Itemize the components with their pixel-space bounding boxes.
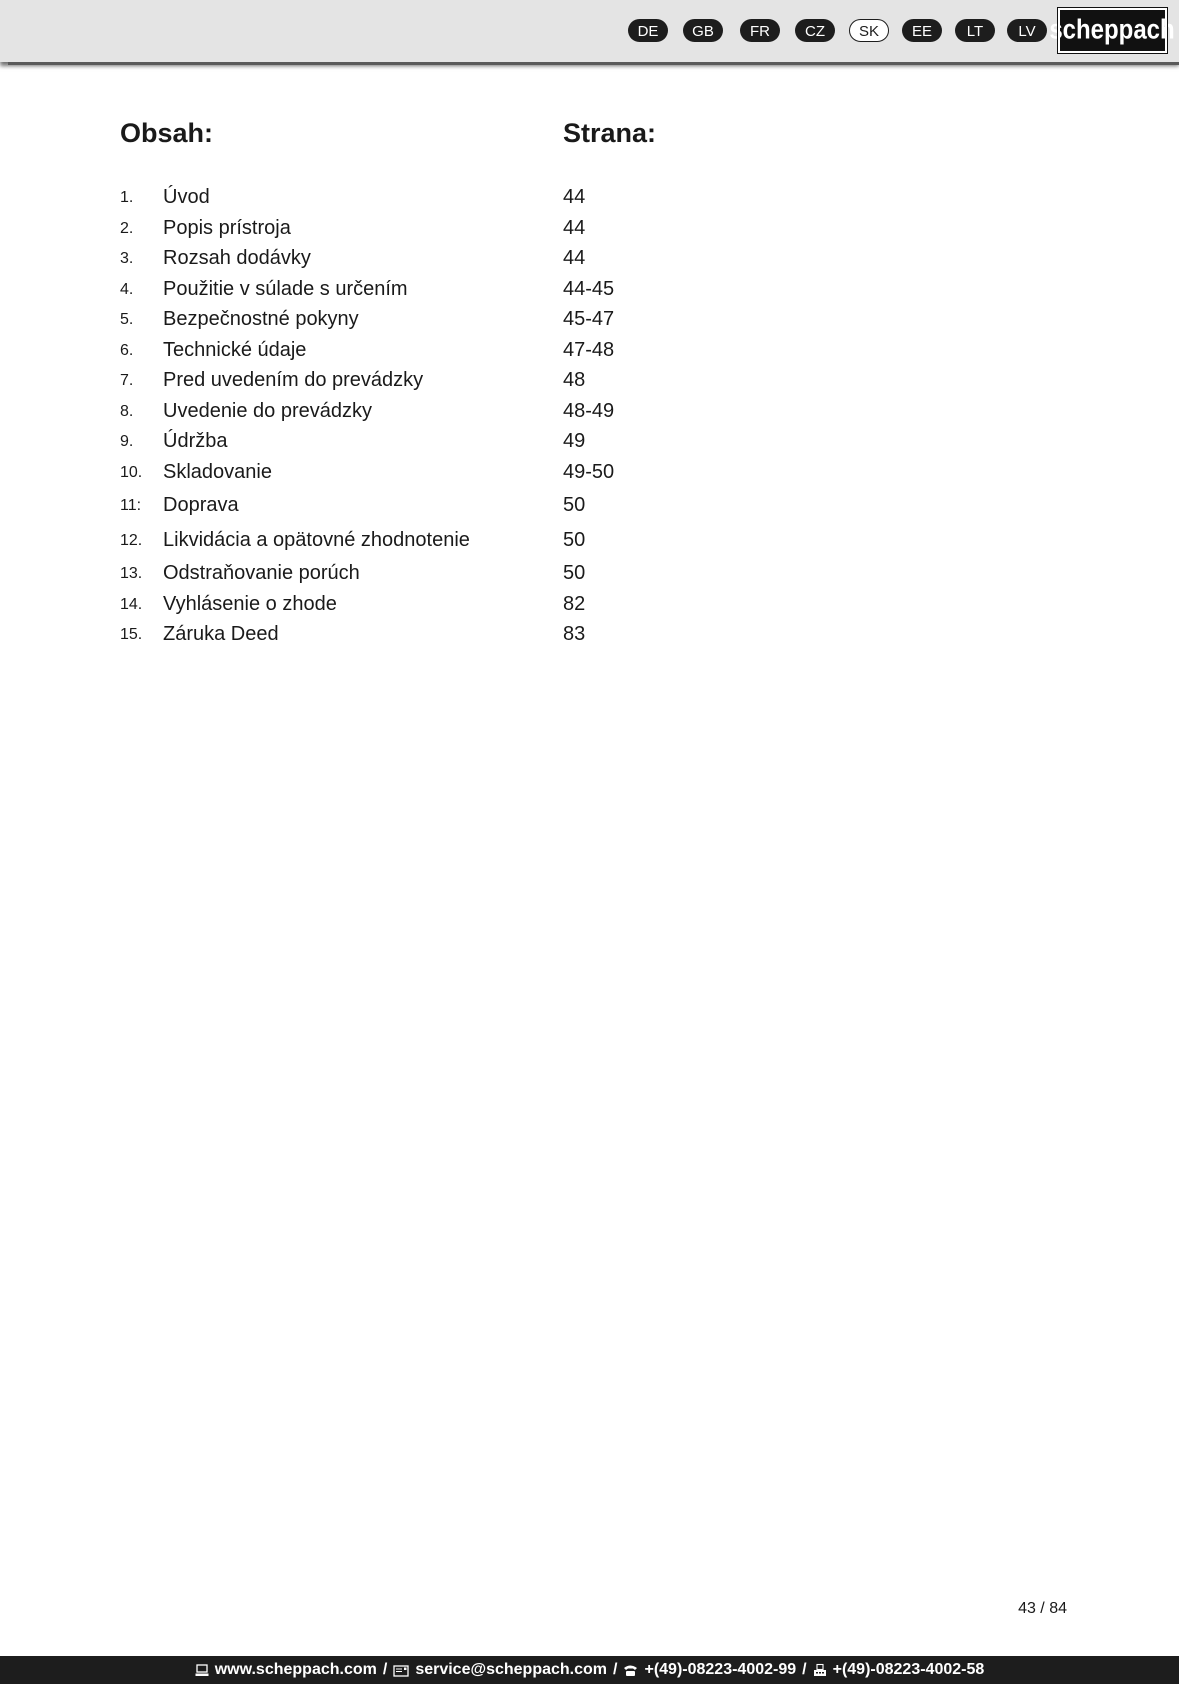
toc-num: 7. bbox=[120, 372, 134, 389]
toc-title: Rozsah dodávky bbox=[163, 247, 311, 269]
lang-tab-gb[interactable]: GB bbox=[683, 19, 723, 42]
toc-title: Skladovanie bbox=[163, 461, 272, 483]
toc-title: Použitie v súlade s určením bbox=[163, 278, 408, 300]
toc-title: Údržba bbox=[163, 430, 228, 452]
toc-num: 12. bbox=[120, 532, 143, 549]
toc-page: 44 bbox=[563, 217, 586, 239]
toc-row[interactable] bbox=[0, 186, 1179, 216]
footer-separator: / bbox=[613, 1661, 618, 1678]
toc-page: 44 bbox=[563, 247, 586, 269]
toc-page: 44-45 bbox=[563, 278, 615, 300]
toc-title: Bezpečnostné pokyny bbox=[163, 308, 359, 330]
toc-num: 10. bbox=[120, 464, 143, 481]
mail-icon bbox=[393, 1664, 409, 1677]
page-number: 43 / 84 bbox=[1018, 1600, 1067, 1617]
toc-row[interactable] bbox=[0, 400, 1179, 430]
toc-page: 48 bbox=[563, 369, 586, 391]
footer-separator: / bbox=[382, 1661, 388, 1678]
fax-icon bbox=[813, 1664, 827, 1677]
toc-num: 1. bbox=[120, 189, 134, 206]
toc-page: 48-49 bbox=[563, 400, 615, 422]
footer-fax[interactable]: +(49)-08223-4002-58 bbox=[832, 1661, 985, 1678]
toc-page: 50 bbox=[563, 494, 586, 516]
phone-icon bbox=[623, 1664, 638, 1677]
footer-bar bbox=[0, 1656, 1179, 1684]
toc-num: 13. bbox=[120, 565, 143, 582]
toc-page: 47-48 bbox=[563, 339, 615, 361]
lang-tab-de[interactable]: DE bbox=[628, 19, 668, 42]
toc-row[interactable] bbox=[0, 308, 1179, 338]
toc-page-heading: Strana: bbox=[563, 118, 657, 148]
toc-num: 9. bbox=[120, 433, 134, 450]
toc-page: 49-50 bbox=[563, 461, 615, 483]
toc-num: 14. bbox=[120, 596, 143, 613]
toc-page: 49 bbox=[563, 430, 586, 452]
toc-row[interactable] bbox=[0, 494, 1179, 524]
lang-tab-lv[interactable]: LV bbox=[1007, 19, 1047, 42]
toc-num: 3. bbox=[120, 250, 134, 267]
footer-separator: / bbox=[802, 1661, 807, 1678]
toc-row[interactable] bbox=[0, 461, 1179, 491]
lang-tab-ee[interactable]: EE bbox=[902, 19, 942, 42]
toc-page: 45-47 bbox=[563, 308, 615, 330]
toc-title: Uvedenie do prevádzky bbox=[163, 400, 373, 422]
toc-title: Úvod bbox=[163, 186, 210, 208]
toc-num: 6. bbox=[120, 342, 134, 359]
toc-page: 44 bbox=[563, 186, 586, 208]
toc-row[interactable] bbox=[0, 593, 1179, 623]
toc-row[interactable] bbox=[0, 529, 1179, 559]
toc-title: Popis prístroja bbox=[163, 217, 291, 239]
toc-title: Technické údaje bbox=[163, 339, 307, 361]
logo-text: scheppach bbox=[1049, 15, 1175, 46]
toc-title: Doprava bbox=[163, 494, 239, 516]
toc-title: Vyhlásenie o zhode bbox=[163, 593, 337, 615]
toc-title: Pred uvedením do prevádzky bbox=[163, 369, 424, 391]
toc-row[interactable] bbox=[0, 623, 1179, 653]
lang-tab-cz[interactable]: CZ bbox=[795, 19, 835, 42]
lang-tab-lt[interactable]: LT bbox=[955, 19, 995, 42]
scheppach-logo-icon bbox=[1049, 10, 1175, 51]
toc-row[interactable] bbox=[0, 430, 1179, 460]
lang-tab-fr[interactable]: FR bbox=[740, 19, 780, 42]
toc-row[interactable] bbox=[0, 562, 1179, 592]
toc-page: 82 bbox=[563, 593, 586, 615]
toc-page: 50 bbox=[563, 562, 586, 584]
toc-title: Záruka Deed bbox=[163, 623, 279, 645]
toc-num: 15. bbox=[120, 626, 143, 643]
footer-email[interactable]: service@scheppach.com bbox=[415, 1661, 608, 1678]
toc-row[interactable] bbox=[0, 247, 1179, 277]
toc-num: 2. bbox=[120, 220, 134, 237]
toc-num: 8. bbox=[120, 403, 134, 420]
toc-num: 11: bbox=[120, 497, 142, 514]
toc-num: 4. bbox=[120, 281, 134, 298]
header-bar bbox=[0, 0, 1179, 62]
header-divider bbox=[8, 62, 1179, 65]
toc-row[interactable] bbox=[0, 278, 1179, 308]
scheppach-logo[interactable] bbox=[1049, 8, 1175, 53]
toc-page: 83 bbox=[563, 623, 586, 645]
toc-title: Likvidácia a opätovné zhodnotenie bbox=[163, 529, 470, 551]
toc-num: 5. bbox=[120, 311, 134, 328]
toc-heading: Obsah: bbox=[120, 118, 214, 148]
lang-tab-sk[interactable]: SK bbox=[849, 19, 889, 42]
footer-phone[interactable]: +(49)-08223-4002-99 bbox=[644, 1661, 797, 1678]
toc-title: Odstraňovanie porúch bbox=[163, 562, 360, 584]
toc-row[interactable] bbox=[0, 217, 1179, 247]
toc-row[interactable] bbox=[0, 369, 1179, 399]
computer-icon bbox=[195, 1664, 209, 1677]
toc-row[interactable] bbox=[0, 339, 1179, 369]
toc-page: 50 bbox=[563, 529, 586, 551]
footer-website[interactable]: www.scheppach.com bbox=[214, 1661, 377, 1678]
